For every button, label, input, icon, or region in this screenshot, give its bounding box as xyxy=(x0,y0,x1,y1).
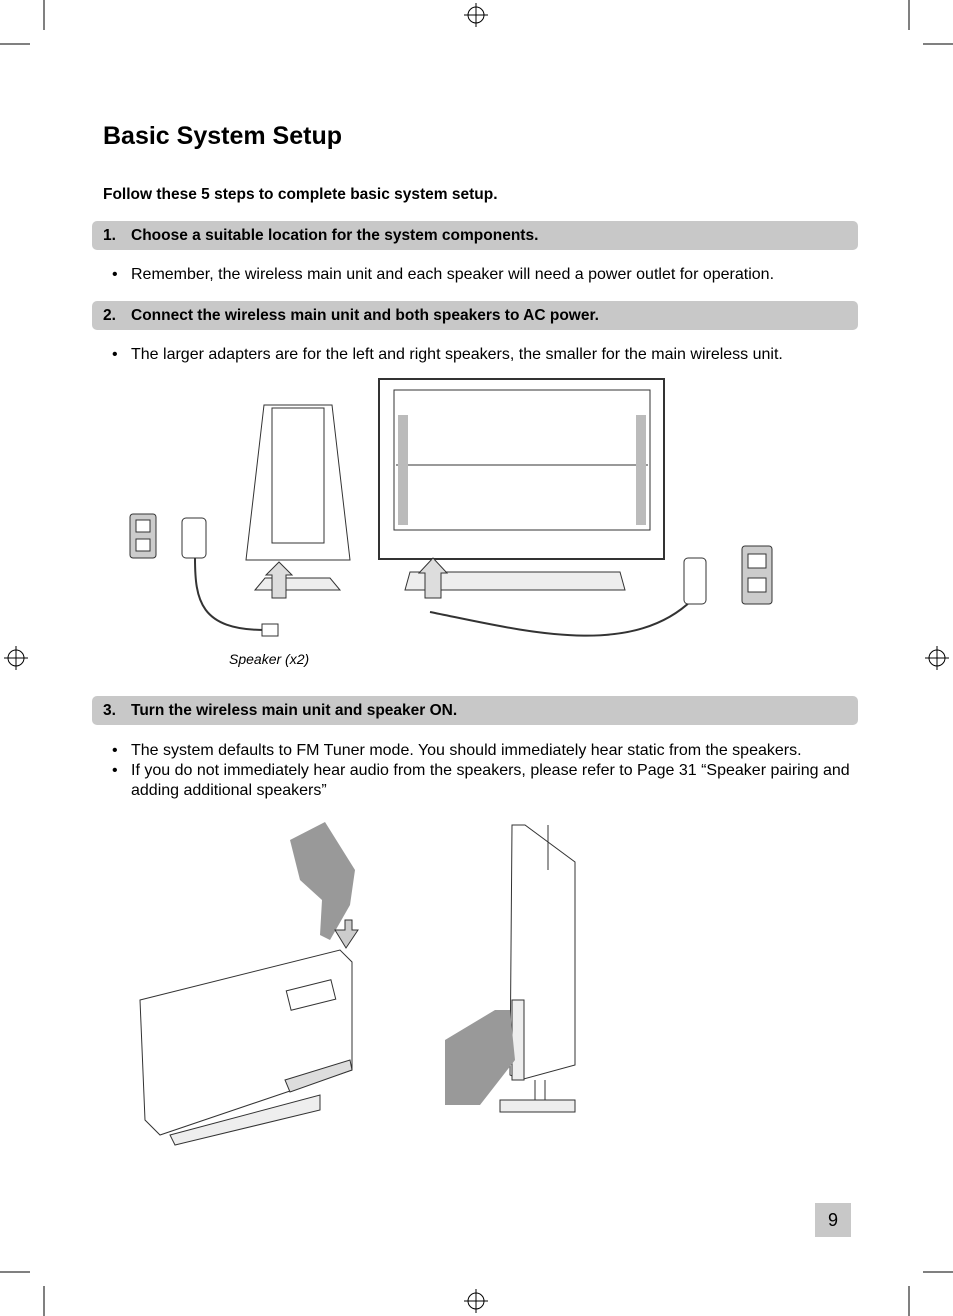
main-unit-back-illustration xyxy=(379,379,664,559)
step-2-header xyxy=(92,301,858,330)
speaker-back-illustration xyxy=(246,405,350,560)
registration-mark-icon xyxy=(925,646,949,670)
figure-caption: Speaker (x2) xyxy=(229,651,310,667)
bullet-icon: • xyxy=(112,742,118,759)
bullet-text: Remember, the wireless main unit and each speaker will need a power outlet for operation. xyxy=(131,266,775,283)
speaker-adapter-icon xyxy=(182,518,206,558)
step-1-header xyxy=(92,221,858,250)
bullet-icon: • xyxy=(112,762,118,779)
step-title: Choose a suitable location for the system components. xyxy=(131,227,539,244)
step-number: 3. xyxy=(103,702,116,719)
step-number: 2. xyxy=(103,307,116,324)
page-number: 9 xyxy=(815,1203,851,1237)
step-title: Connect the wireless main unit and both speakers to AC power. xyxy=(131,307,599,324)
bullet-text: The larger adapters are for the left and right speakers, the smaller for the main wireless unit. xyxy=(131,346,783,363)
bullet-text: If you do not immediately hear audio from the speakers, please refer to Page 31 “Speaker pairing and adding additional speakers” xyxy=(131,762,850,799)
bullet-text: The system defaults to FM Tuner mode. You should immediately hear static from the speakers. xyxy=(131,742,802,759)
hand-pressing-icon xyxy=(445,1010,515,1105)
step-number: 1. xyxy=(103,227,116,244)
registration-mark-icon xyxy=(464,3,488,27)
step-title: Turn the wireless main unit and speaker ON. xyxy=(131,702,458,719)
bullet-icon: • xyxy=(112,346,118,363)
bullet-icon: • xyxy=(112,266,118,283)
power-on-illustration xyxy=(140,822,575,1145)
registration-mark-icon xyxy=(464,1289,488,1313)
main-unit-adapter-icon xyxy=(684,558,706,604)
page-title: Basic System Setup xyxy=(103,122,342,150)
step-3-header xyxy=(92,696,858,725)
power-connection-illustration xyxy=(130,379,772,636)
registration-mark-icon xyxy=(4,646,28,670)
intro-text: Follow these 5 steps to complete basic system setup. xyxy=(103,186,498,203)
